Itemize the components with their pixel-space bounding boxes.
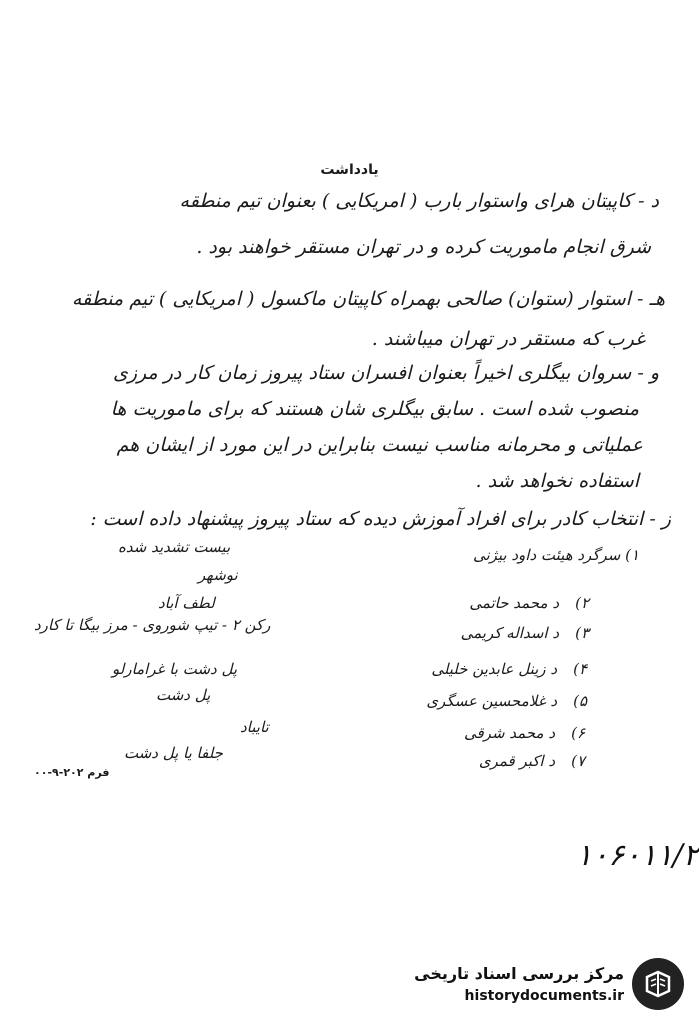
list-item-1-place-b: نوشهر	[198, 566, 238, 584]
list-item-2-num: ۲)	[575, 594, 589, 612]
list-item-1-name: ۱) سرگرد هیئت داود بیژنی	[472, 546, 639, 564]
para-h-line-2: غرب که مستقر در تهران میباشند .	[371, 328, 645, 350]
list-item-4-place: پل دشت با غرامارلو	[112, 660, 238, 678]
list-item-2-name: د محمد حاتمی	[469, 594, 559, 612]
list-item-3-name: د اسداله کریمی	[460, 624, 559, 642]
para-z-line: ز - انتخاب کادر برای افراد آموزش دیده که ستاد پیروز پیشنهاد داده است :	[90, 508, 671, 530]
form-code: فرم ۲۰۲-۹-۰۰	[34, 766, 110, 779]
para-h-line-1: هـ - استوار (ستوان) صالحی بهمراه کاپیتان ماکسول ( امریکایی ) تیم منطقه	[71, 288, 665, 310]
handwritten-reference-number: ۱۰۶۰۱۱/۲	[576, 838, 699, 873]
watermark-url: historydocuments.ir	[464, 988, 624, 1004]
watermark-title: مرکز بررسی اسناد تاریخی	[414, 964, 624, 983]
list-item-3-place: رکن ۲ - تیپ شوروی - مرز بیگا تا کارد	[34, 616, 271, 634]
archive-logo-icon	[632, 958, 684, 1010]
para-v-line-3: عملیاتی و محرمانه مناسب نیست بنابراین در این مورد از ایشان هم	[116, 434, 643, 456]
para-v-line-4: استفاده نخواهد شد .	[475, 470, 639, 492]
para-d-line-2: شرق انجام ماموریت کرده و در تهران مستقر خواهند بود .	[196, 236, 651, 258]
list-item-7-name: د اکبر قمری	[478, 752, 555, 770]
para-v-line-2: منصوب شده است . سابق بیگلری شان هستند که برای ماموریت ها	[110, 398, 639, 420]
list-item-7-place: جلفا یا پل دشت	[124, 744, 223, 762]
list-item-2-place: لطف آباد	[158, 594, 215, 612]
list-item-4-name: د زینل عابدین خلیلی	[431, 660, 557, 678]
list-item-6-place: تایباد	[240, 718, 269, 736]
list-item-4-num: ۴)	[573, 660, 587, 678]
list-item-6-name: د محمد شرقی	[464, 724, 555, 742]
list-item-1-place-a: بیست تشدید شده	[118, 538, 231, 556]
list-item-5-place: پل دشت	[156, 686, 211, 704]
list-item-5-num: ۵)	[573, 692, 587, 710]
para-v-line-1: و - سروان بیگلری اخیراً بعنوان افسران ستاد پیروز زمان کار در مرزی	[112, 362, 659, 384]
list-item-7-num: ۷)	[571, 752, 585, 770]
watermark	[414, 958, 684, 1014]
document-heading: یادداشت	[320, 162, 379, 178]
list-item-6-num: ۶)	[571, 724, 585, 742]
para-d-line-1: د - کاپیتان هرای واستوار بارب ( امریکایی ) بعنوان تیم منطقه	[179, 190, 659, 212]
list-item-5-name: د غلامحسین عسگری	[426, 692, 557, 710]
list-item-3-num: ۳)	[575, 624, 589, 642]
